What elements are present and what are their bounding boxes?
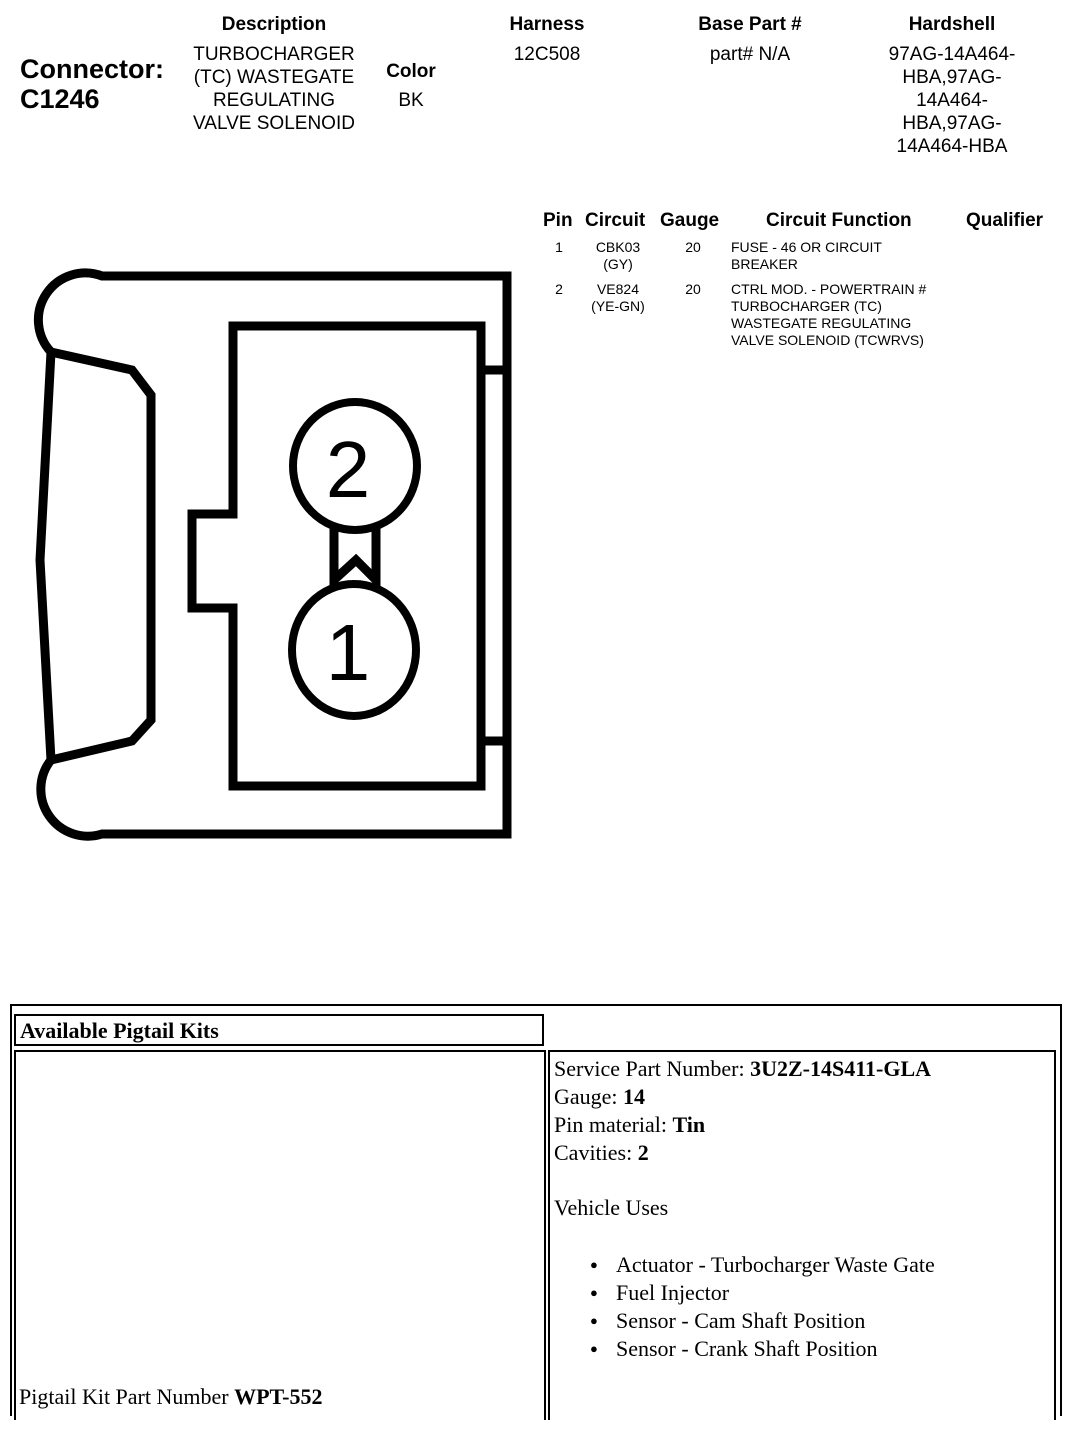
description-line: REGULATING [212,90,336,111]
hardshell-line: 14A464- [916,90,988,111]
kit-value: WPT-552 [234,1384,323,1409]
pigtail-details [554,1055,1050,1363]
description-line: TURBOCHARGER [193,44,355,65]
pigtail-title: Available Pigtail Kits [20,1018,219,1043]
gauge-header: Gauge [660,210,720,231]
vehicle-use-item: ● Sensor - Cam Shaft Position [616,1307,1050,1335]
description-line: (TC) WASTEGATE [193,67,355,88]
gauge-line [554,1083,1050,1111]
connector-id: C1246 [20,84,100,114]
harness-header: Harness [509,14,585,35]
pigtail-kit-part-number [19,1383,323,1411]
connector-latch-edge [40,352,51,760]
circuit-id: CBK03 [595,239,641,255]
hardshell-header: Hardshell [908,14,996,35]
pigtail-image-cell [14,1050,546,1420]
vehicle-use-item: ● Fuel Injector [616,1279,1050,1307]
circuit-function-cell [731,239,971,273]
hardshell-line: HBA,97AG- [902,67,1002,88]
connector-housing-outline [38,273,507,836]
hardshell-line: HBA,97AG- [902,113,1002,134]
connector-face-diagram [0,0,560,880]
pin-2-label: 2 [325,425,371,514]
function-line: FUSE - 46 OR CIRCUIT [731,239,882,255]
cavities-label: Cavities: [554,1140,638,1165]
circuit-color: (GY) [603,256,633,272]
function-line: TURBOCHARGER (TC) [731,298,882,314]
service-label: Service Part Number: [554,1056,751,1081]
gauge-cell: 20 [685,281,701,297]
function-line: BREAKER [731,256,798,272]
vehicle-uses-title: Vehicle Uses [554,1195,669,1220]
cavities-line [554,1139,1050,1167]
gauge-value: 14 [623,1084,646,1109]
vehicle-use-item: ● Sensor - Crank Shaft Position [616,1335,1050,1363]
hardshell-line: 14A464-HBA [896,136,1008,157]
pin-header: Pin [543,210,573,231]
service-value: 3U2Z-14S411-GLA [750,1056,932,1081]
circuit-id: VE824 [596,281,640,297]
gauge-cell: 20 [685,239,701,255]
hardshell-value [862,43,1042,158]
pin-material-line [554,1111,1050,1139]
function-line: VALVE SOLENOID (TCWRVS) [731,332,924,348]
pin-number: 1 [555,239,563,255]
hardshell-line: 97AG-14A464- [888,44,1016,65]
vehicle-use-item: ● Actuator - Turbocharger Waste Gate [616,1251,1050,1279]
color-header: Color [386,61,436,82]
vehicle-uses-list [554,1251,1050,1363]
pin-material-label: Pin material: [554,1112,673,1137]
service-part-number [554,1055,1050,1083]
circuit-header: Circuit [585,210,646,231]
pin-material-value: Tin [672,1112,706,1137]
circuit-color: (YE-GN) [591,298,645,314]
connector-label: Connector: [20,54,164,84]
kit-label: Pigtail Kit Part Number [19,1384,235,1409]
pin-key-notch [334,528,376,580]
cavities-value: 2 [637,1140,649,1165]
color-value: BK [398,90,424,111]
qualifier-header: Qualifier [966,210,1044,231]
circuit-cell [578,239,658,273]
gauge-label: Gauge: [554,1084,624,1109]
base-part-value: part# N/A [709,44,791,65]
function-line: WASTEGATE REGULATING [731,315,912,331]
circuit-cell [578,281,658,315]
circuit-function-header: Circuit Function [766,210,912,231]
circuit-function-cell [731,281,971,349]
pigtail-title-cell [14,1014,544,1046]
harness-value: 12C508 [513,44,581,65]
pin-1-label: 1 [325,608,371,697]
function-line: CTRL MOD. - POWERTRAIN # [731,281,927,297]
description-line: VALVE SOLENOID [193,113,355,134]
pin-number: 2 [555,281,563,297]
base-part-header: Base Part # [698,14,802,35]
description-header: Description [221,14,327,35]
